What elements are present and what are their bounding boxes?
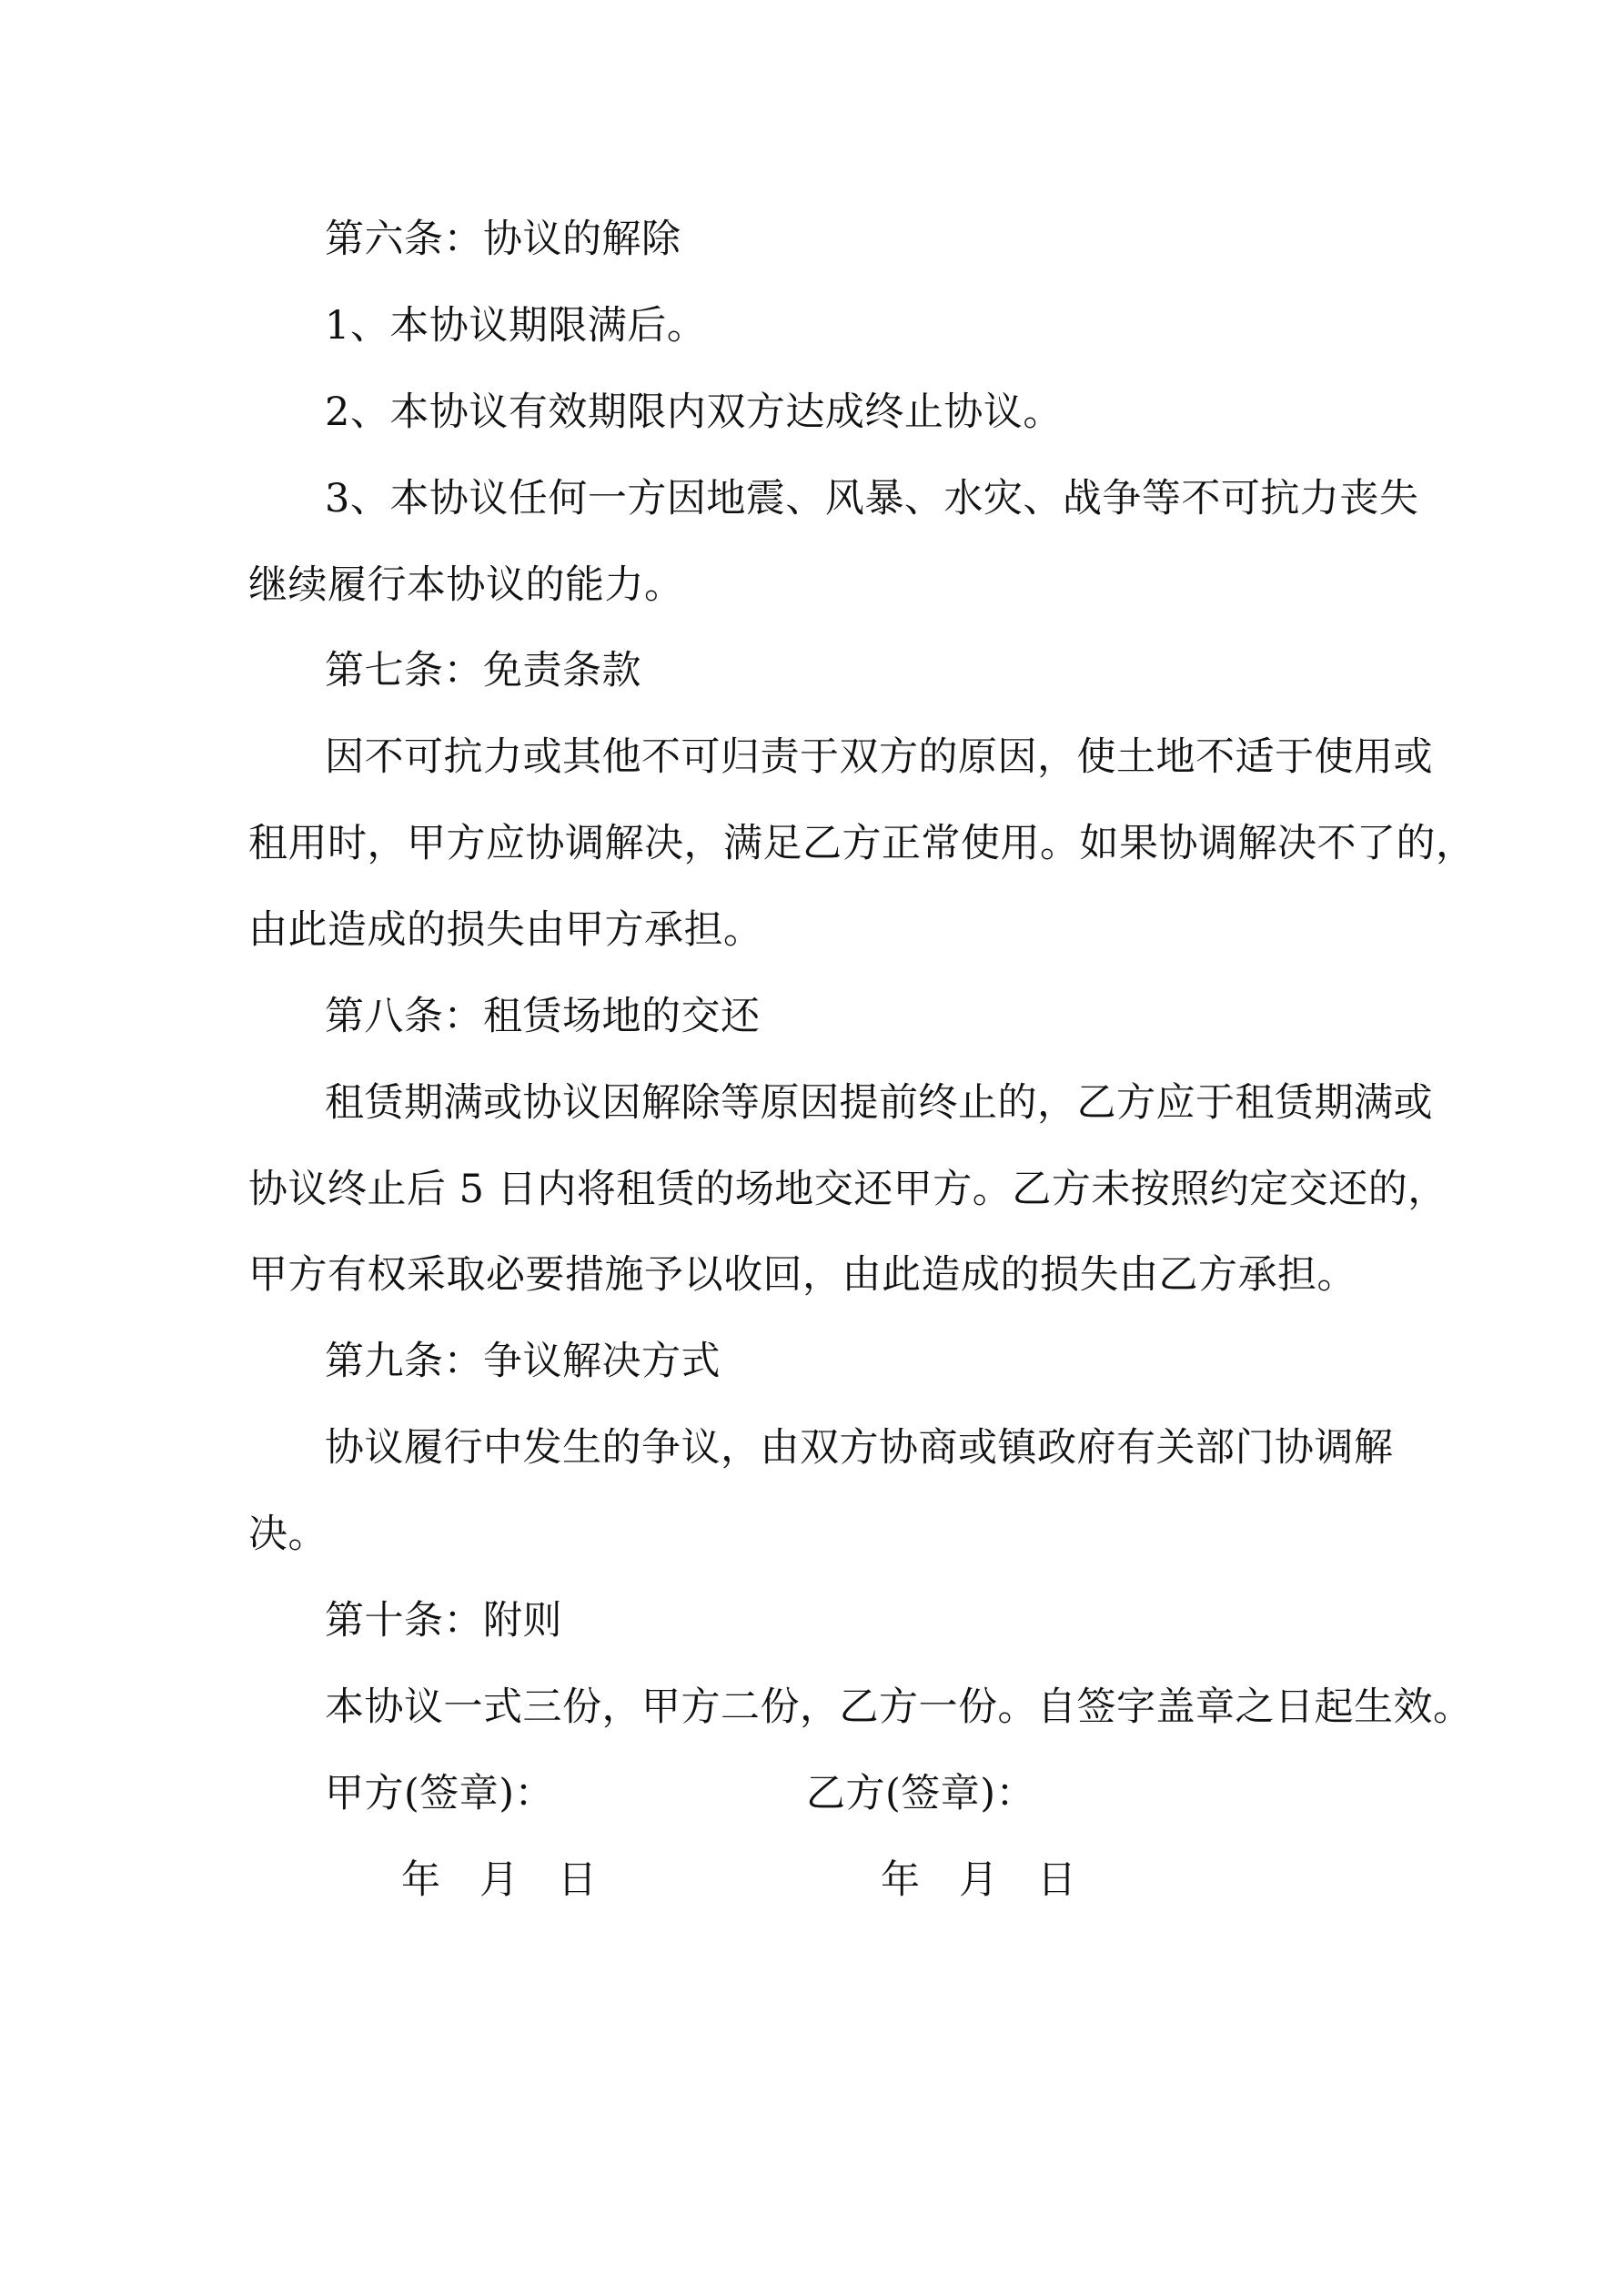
article-9-line-2: 决。 — [248, 1512, 328, 1557]
article-7-line-1: 因不可抗力或其他不可归责于双方的原因，使土地不适于使用或 — [325, 734, 1433, 780]
article-8-line-2: 协议终止后 5 日内将租赁的场地交还甲方。乙方未按照约定交还的， — [248, 1167, 1447, 1212]
article-8-line-3: 甲方有权采取必要措施予以收回，由此造成的损失由乙方承担。 — [248, 1252, 1357, 1298]
party-b-date-month: 月 — [959, 1857, 999, 1903]
party-b-signature-label: 乙方(签章)： — [806, 1771, 1036, 1816]
article-7-line-3: 由此造成的损失由甲方承担。 — [248, 907, 763, 953]
article-10-heading: 第十条：附则 — [325, 1598, 562, 1644]
article-8-line-1: 租赁期满或协议因解除等原因提前终止的，乙方应于租赁期满或 — [325, 1080, 1433, 1126]
article-6-item-3-line-1: 3、本协议任何一方因地震、风暴、水灾、战争等不可抗力丧失 — [325, 476, 1419, 521]
party-b-date-year: 年 — [881, 1857, 921, 1903]
party-a-date-year: 年 — [401, 1857, 441, 1903]
party-b-date-day: 日 — [1037, 1857, 1077, 1903]
article-6-heading: 第六条：协议的解除 — [325, 217, 681, 262]
article-6-item-3-line-2: 继续履行本协议的能力。 — [248, 562, 684, 608]
article-6-item-1: 1、本协议期限满后。 — [325, 303, 707, 349]
article-7-heading: 第七条：免责条款 — [325, 648, 641, 693]
party-a-date-day: 日 — [558, 1857, 598, 1903]
party-a-date-month: 月 — [479, 1857, 519, 1903]
article-6-item-2: 2、本协议有效期限内双方达成终止协议。 — [325, 389, 1063, 435]
party-a-signature-label: 甲方(签章)： — [325, 1771, 555, 1816]
article-9-line-1: 协议履行中发生的争议，由双方协商或镇政府有关部门协调解 — [325, 1425, 1394, 1471]
article-10-line-1: 本协议一式三份，甲方二份，乙方一份。自签字盖章之日起生效。 — [325, 1684, 1473, 1730]
article-7-line-2: 租用时，甲方应协调解决，满足乙方正常使用。如果协调解决不了的， — [248, 821, 1476, 866]
article-9-heading: 第九条：争议解决方式 — [325, 1339, 721, 1384]
article-8-heading: 第八条：租赁场地的交还 — [325, 994, 761, 1039]
